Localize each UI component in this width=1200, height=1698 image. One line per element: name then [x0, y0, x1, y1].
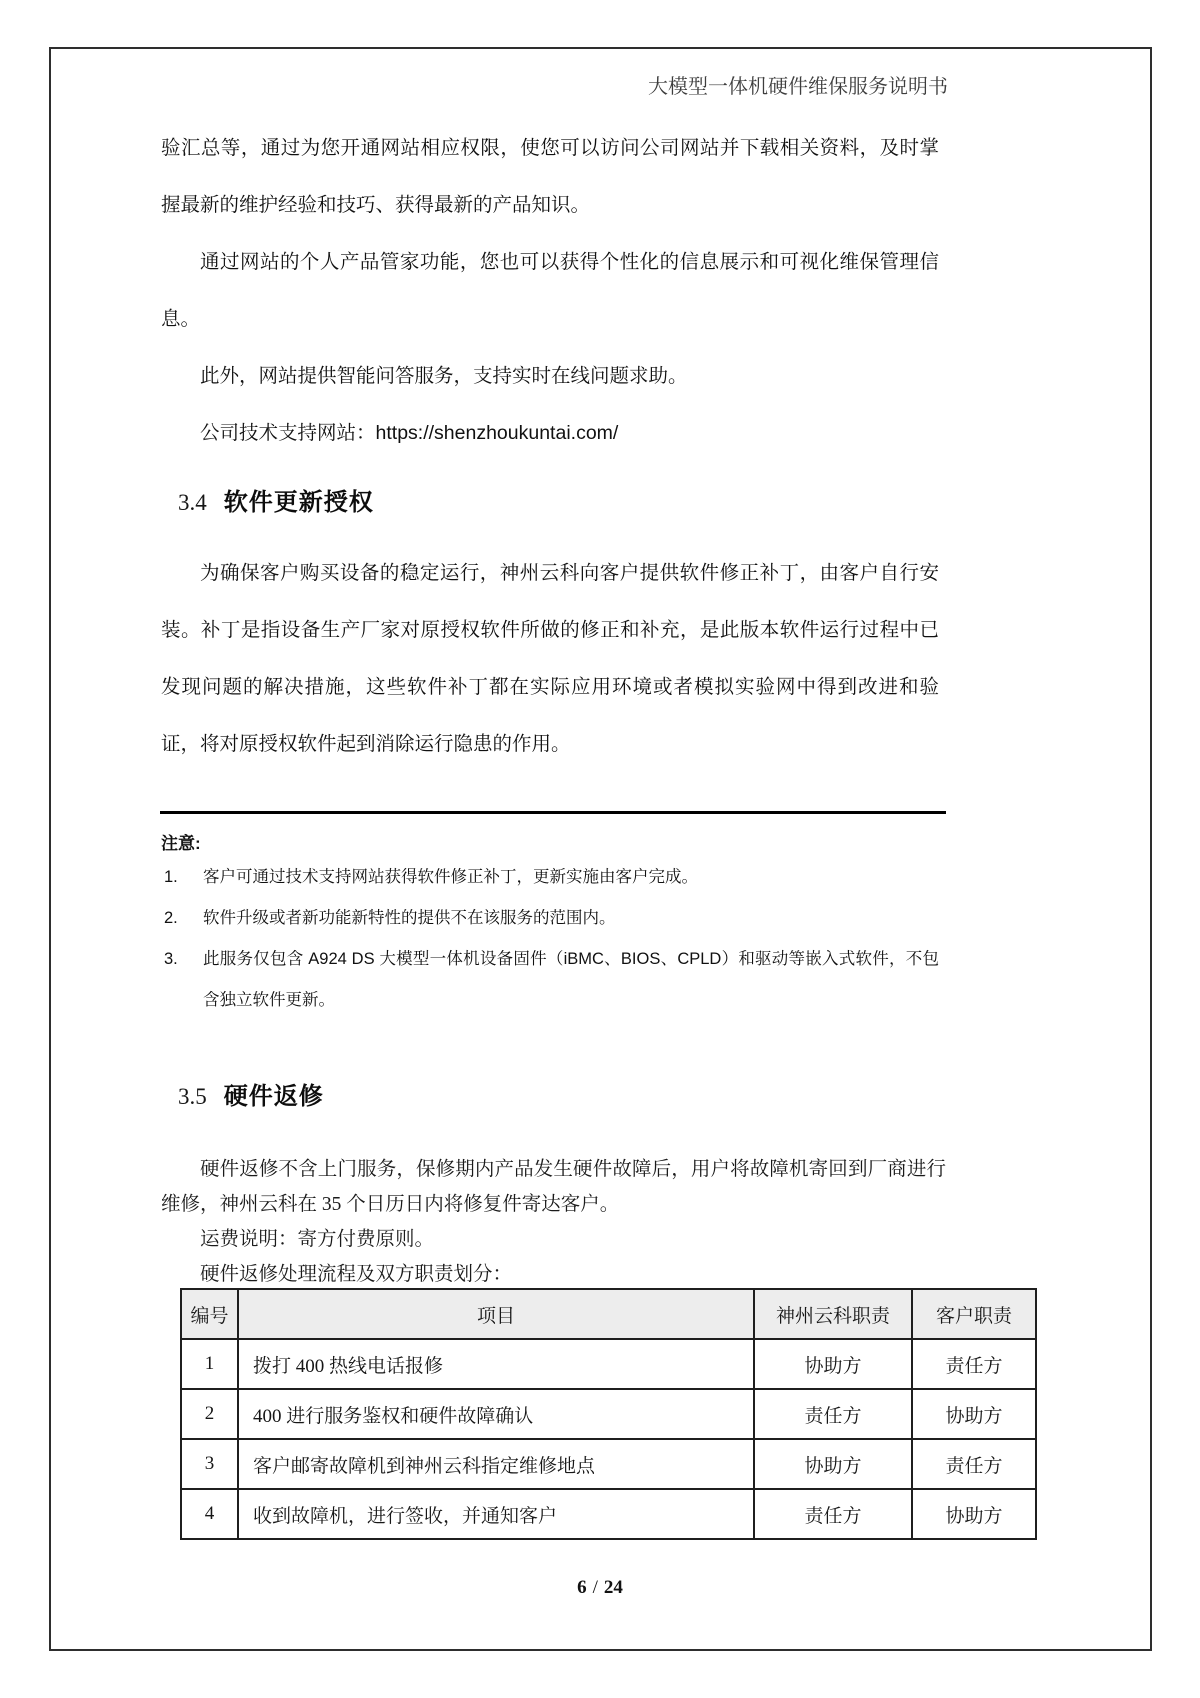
note-item	[161, 939, 939, 1021]
cell-customer-duty: 责任方	[912, 1439, 1036, 1489]
running-header	[161, 70, 948, 99]
paragraph-qa-service: 此外，网站提供智能问答服务，支持实时在线问题求助。	[200, 365, 688, 387]
cell-item: 收到故障机，进行签收，并通知客户	[238, 1489, 754, 1539]
paragraph-table-intro: 硬件返修处理流程及双方职责划分：	[200, 1264, 513, 1285]
document-title: 大模型一体机硬件维保服务说明书	[648, 76, 948, 98]
page-number-separator: /	[592, 1577, 598, 1598]
cell-item: 400 进行服务鉴权和硬件故障确认	[238, 1389, 754, 1439]
cell-vendor-duty: 责任方	[754, 1389, 912, 1439]
note-item-number: 2.	[164, 909, 178, 927]
note-item	[161, 857, 939, 898]
note-item-number: 1.	[164, 868, 178, 886]
section-number: 3.4	[178, 490, 207, 515]
col-header-item: 项目	[238, 1289, 754, 1339]
cell-number: 3	[181, 1439, 238, 1489]
table-row	[181, 1439, 1036, 1489]
note-item-text: 软件升级或者新功能新特性的提供不在该服务的范围内。	[203, 909, 616, 927]
section-3-4-body: 为确保客户购买设备的稳定运行，神州云科向客户提供软件修正补丁，由客户自行安装。补丁是指设备生产厂家对原授权软件所做的修正和补充，是此版本软件运行过程中已发现问题的解决措施，这些软件补丁都在实际应用环境或者模拟实验网中得到改进和验证，将对原授权软件起到消除运行隐患的作用。	[161, 562, 939, 755]
section-title: 硬件返修	[223, 1083, 324, 1110]
paragraph-product-steward: 通过网站的个人产品管家功能，您也可以获得个性化的信息展示和可视化维保管理信息。	[161, 251, 939, 330]
cell-item: 拨打 400 热线电话报修	[238, 1339, 754, 1389]
page-number: 6	[577, 1577, 587, 1598]
note-item-number: 3.	[164, 950, 178, 968]
section-number: 3.5	[178, 1084, 207, 1109]
cell-customer-duty: 责任方	[912, 1339, 1036, 1389]
section-heading-3-4	[178, 482, 965, 517]
repair-responsibility-table	[180, 1288, 1037, 1540]
col-header-customer-duty: 客户职责	[912, 1289, 1036, 1339]
table-row	[181, 1389, 1036, 1439]
note-item-text: 客户可通过技术支持网站获得软件修正补丁，更新实施由客户完成。	[203, 868, 698, 886]
section-3-5-body	[161, 1152, 946, 1292]
col-header-vendor-duty: 神州云科职责	[754, 1289, 912, 1339]
cell-number: 4	[181, 1489, 238, 1539]
support-site-url: https://shenzhoukuntai.com/	[375, 422, 619, 444]
cell-number: 1	[181, 1339, 238, 1389]
cell-vendor-duty: 协助方	[754, 1339, 912, 1389]
note-item-text: 此服务仅包含 A924 DS 大模型一体机设备固件（iBMC、BIOS、CPLD）和驱动等嵌入式软件，不包含独立软件更新。	[203, 950, 939, 1009]
note-label: 注意:	[161, 834, 201, 853]
paragraph-shipping-note: 运费说明：寄方付费原则。	[200, 1229, 435, 1250]
page-footer	[0, 1577, 1200, 1599]
cell-vendor-duty: 责任方	[754, 1489, 912, 1539]
cell-number: 2	[181, 1389, 238, 1439]
cell-customer-duty: 协助方	[912, 1389, 1036, 1439]
paragraph-continued: 验汇总等，通过为您开通网站相应权限，使您可以访问公司网站并下载相关资料，及时掌握最新的维护经验和技巧、获得最新的产品知识。	[161, 137, 939, 216]
table-header-row	[181, 1289, 1036, 1339]
cell-vendor-duty: 协助方	[754, 1439, 912, 1489]
table-row	[181, 1489, 1036, 1539]
paragraph-repair-policy: 硬件返修不含上门服务，保修期内产品发生硬件故障后，用户将故障机寄回到厂商进行维修，神州云科在 35 个日历日内将修复件寄达客户。	[161, 1159, 946, 1215]
section-title: 软件更新授权	[223, 489, 374, 516]
note-item	[161, 898, 939, 939]
col-header-number: 编号	[181, 1289, 238, 1339]
table-row	[181, 1339, 1036, 1389]
page-total: 24	[603, 1577, 623, 1598]
support-site-label: 公司技术支持网站：	[200, 422, 376, 444]
cell-customer-duty: 协助方	[912, 1489, 1036, 1539]
note-divider-rule	[160, 811, 946, 814]
note-list	[161, 857, 939, 1021]
section-heading-3-5	[178, 1076, 965, 1111]
paragraph-support-site	[161, 405, 939, 462]
cell-item: 客户邮寄故障机到神州云科指定维修地点	[238, 1439, 754, 1489]
